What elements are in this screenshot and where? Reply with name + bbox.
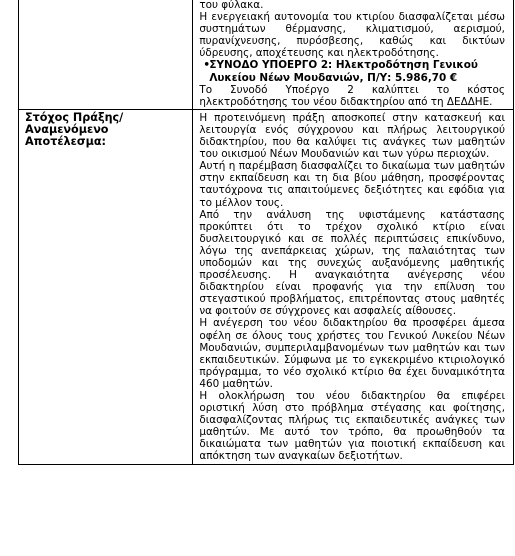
- project-details-table: [18, 0, 514, 465]
- objective-paragraph: Η ολοκλήρωση του νέου διδακτηρίου θα επιφέρει οριστική λύση στο πρόβλημα στέγασης και φοίτησης, διασφαλίζοντας πλήρως τις εκπαιδευτικές ανάγκες των μαθητών. Με αυτό τον τρόπο, θα προωθηθούν τα δικαιώματα των μαθητών για ποιοτική εκπαίδευση και απόκτηση των αναγκαίων δεξιοτήτων.: [199, 390, 505, 463]
- objective-paragraph: Από την ανάλυση της υφιστάμενης κατάστασης προκύπτει ότι το τρέχον σχολικό κτίριο είναι δυσλειτουργικό και σε πολλές περιπτώσεις επικίνδυνο, λόγω της ανεπάρκειας χώρων, της παλαιότητας των υποδομών και της συνεχώς αυξανόμενης μαθητικής προσέλευσης. Η αναγκαιότητα ανέγερσης νέου διδακτηρίου είναι προφανής για την επίλυση του στεγαστικού προβλήματος, επιτρέποντας στους μαθητές να φοιτούν σε σύγχρονες και ασφαλείς αίθουσες.: [199, 208, 505, 318]
- objective-paragraph: Η προτεινόμενη πράξη αποσκοπεί στην κατασκευή και λειτουργία ενός σύγχρονου και πλήρως λειτουργικού διδακτηρίου, που θα καλύψει τις ανάγκες των μαθητών του οικισμού Νέων Μουδανιών και των γύρω περιοχών.: [199, 111, 505, 161]
- objective-content-cell: [193, 109, 514, 464]
- description-line: του φύλακα.: [199, 0, 264, 11]
- objective-paragraph: Η ανέγερση του νέου διδακτηρίου θα προσφέρει άμεσα οφέλη σε όλους τους χρήστες του Γενικού Λυκείου Νέων Μουδανιών, συμπεριλαμβανομένων των μαθητών και των εκπαιδευτικών. Σύμφωνα με το εγκεκριμένο κτιριολογικό πρόγραμμα, το νέο σχολικό κτίριο θα έχει δυναμικότητα 460 μαθητών.: [199, 317, 505, 390]
- description-line: Η ενεργειακή αυτονομία του κτιρίου διασφαλίζεται μέσω συστημάτων θέρμανσης, κλιματισμού, αερισμού, πυρανίχνευσης, πυρόσβεσης, καθώς και δικτύων ύδρευσης, αποχέτευσης και ηλεκτροδότησης.: [199, 11, 505, 60]
- objective-paragraph: Αυτή η παρέμβαση διασφαλίζει το δικαίωμα των μαθητών στην εκπαίδευση και τη δια βίου μάθηση, προσφέροντας ταυτόχρονα τις απαιτούμενες δεξιότητες και εφόδια για το μέλλον τους.: [199, 160, 505, 209]
- bullet-icon: •: [203, 59, 210, 72]
- subproject-description: Το Συνοδό Υποέργο 2 καλύπτει το κόστος ηλεκτροδότησης του νέου διδακτηρίου από τη ΔΕΔΔΗΕ.: [199, 83, 505, 108]
- objective-row: [19, 109, 514, 464]
- subproject-bullet: [199, 59, 505, 83]
- description-content-cell: [193, 0, 514, 109]
- description-row: [19, 0, 514, 109]
- description-label-cell: [19, 0, 193, 109]
- subproject-title-cont: Λυκείου Νέων Μουδανιών, Π/Υ: 5.986,70 €: [209, 71, 458, 84]
- subproject-title: ΣΥΝΟΔΟ ΥΠΟΕΡΓΟ 2: Ηλεκτροδότηση Γενικού: [209, 59, 478, 72]
- objective-label-cell: [19, 109, 193, 464]
- objective-label: Στόχος Πράξης/ Αναμενόμενο Αποτέλεσμα:: [25, 110, 124, 149]
